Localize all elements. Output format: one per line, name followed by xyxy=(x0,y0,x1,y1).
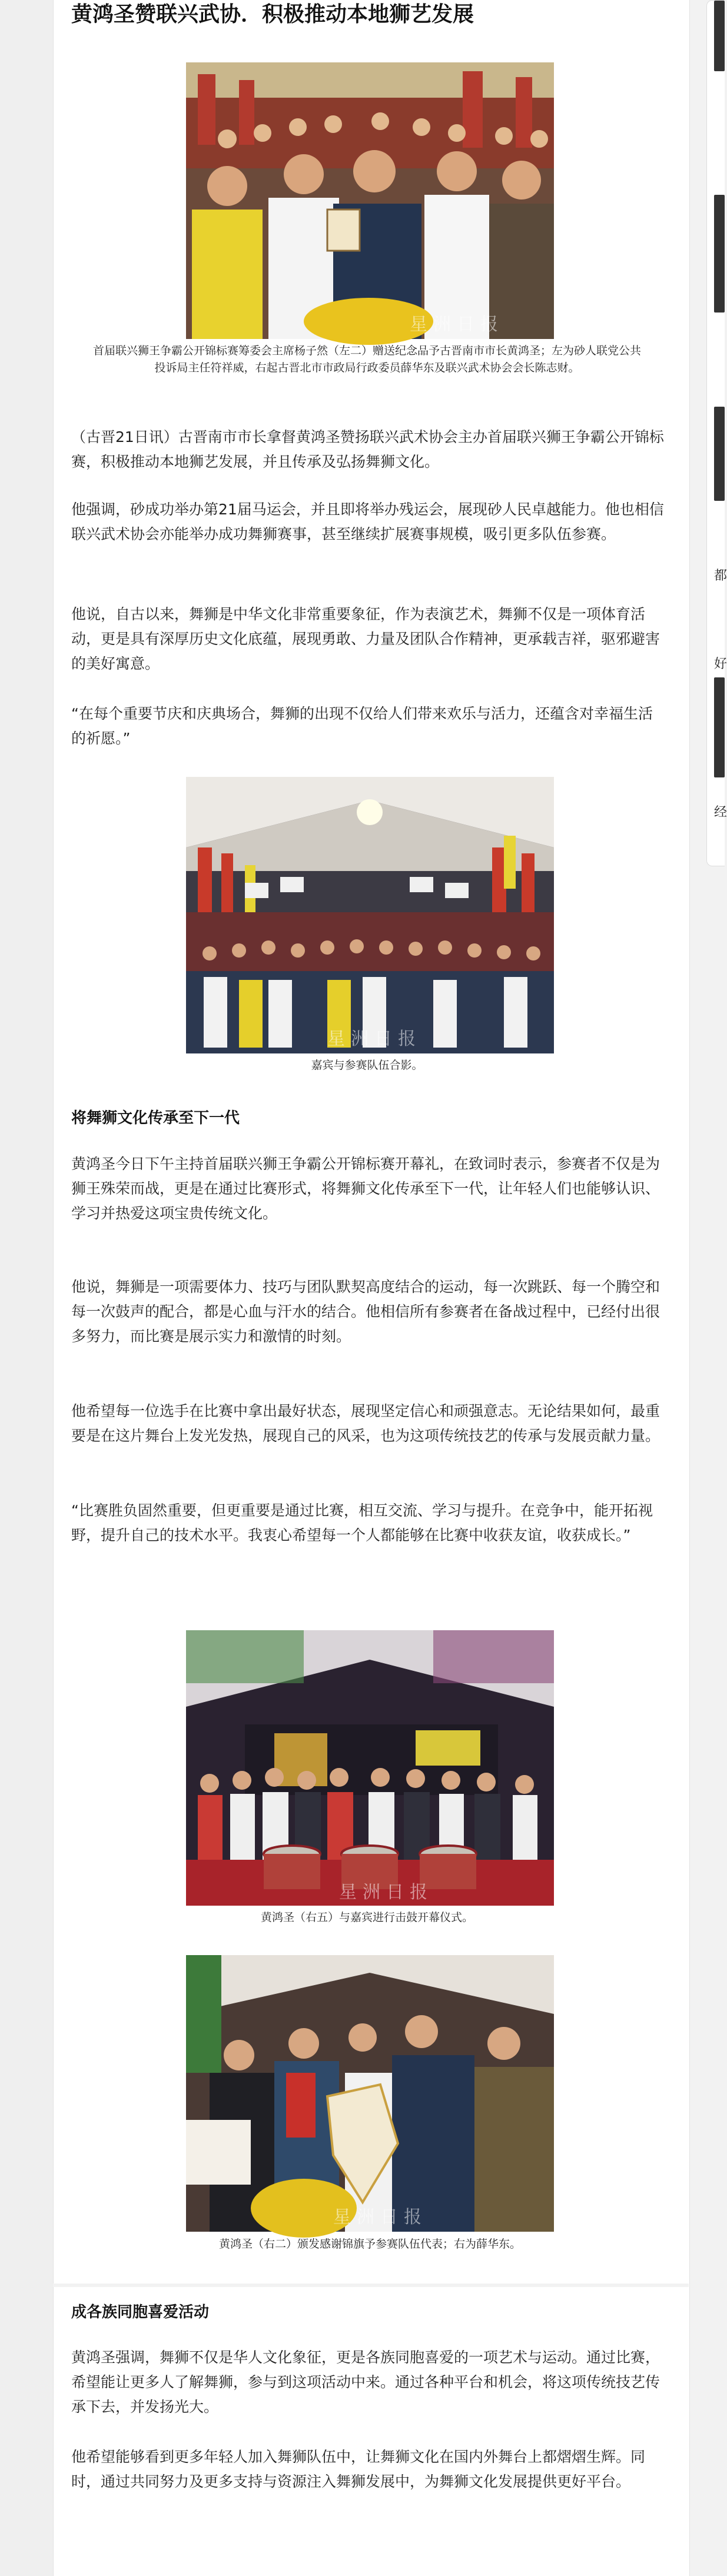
article-photo-presentation xyxy=(186,62,554,339)
sidebar-text: 都 xyxy=(714,569,727,583)
sidebar-card[interactable] xyxy=(706,0,725,866)
photo-watermark: 星洲日报 xyxy=(339,1882,433,1903)
photo-watermark: 星洲日报 xyxy=(410,314,504,335)
article-paragraph: 他强调，砂成功举办第21届马运会，并且即将举办残运会，展现砂人民卓越能力。他也相信联兴武术协会亦能举办成功舞狮赛事，甚至继续扩展赛事规模，吸引更多队伍参赛。 xyxy=(71,501,664,543)
sidebar-thumbnail xyxy=(714,677,725,777)
sidebar-thumbnail xyxy=(714,195,725,313)
section-heading: 成各族同胞喜爱活动 xyxy=(71,2304,210,2321)
article-paragraph: 他说，自古以来，舞狮是中华文化非常重要象征，作为表演艺术，舞狮不仅是一项体育活动，更是具有深厚历史文化底蕴，展现勇敢、力量及团队合作精神，更承载吉祥，驱邪避害的美好寓意。 xyxy=(71,606,660,672)
article-container-lower xyxy=(53,2287,690,2576)
sidebar-thumbnail xyxy=(714,407,725,501)
sidebar-thumbnail xyxy=(714,1,725,71)
article-paragraph: “在每个重要节庆和庆典场合，舞狮的出现不仅给人们带来欢乐与活力，还蕴含对幸福生活的祈愿。” xyxy=(71,705,653,747)
article-paragraph: 黄鸿圣今日下午主持首届联兴狮王争霸公开锦标赛开幕礼，在致词时表示，参赛者不仅是为狮王殊荣而战，更是在通过比赛形式，将舞狮文化传承至下一代，让年轻人们也能够认识、学习并热爱这项宝贵传统文化。 xyxy=(71,1155,660,1222)
photo-watermark: 星洲日报 xyxy=(333,2207,427,2228)
article-paragraph: 他希望每一位选手在比赛中拿出最好状态，展现坚定信心和顽强意志。无论结果如何，最重要是在这片舞台上发光发热，展现自己的风采，也为这项传统技艺的传承与发展贡献力量。 xyxy=(71,1402,660,1444)
article-photo-drum-ceremony xyxy=(186,1630,554,1906)
article-paragraph: “比赛胜负固然重要，但更重要是通过比赛，相互交流、学习与提升。在竞争中，能开拓视野，提升自己的技术水平。我衷心希望每一个人都能够在比赛中收获友谊，收获成长。” xyxy=(71,1502,653,1544)
photo-caption: 黄鸿圣（右二）颁发感谢锦旗予参赛队伍代表；右为薛华东。 xyxy=(218,2238,521,2251)
article-title: 黄鸿圣赞联兴武协．积极推动本地狮艺发展 xyxy=(71,2,474,26)
article-paragraph: 黄鸿圣强调，舞狮不仅是华人文化象征，更是各族同胞喜爱的一项艺术与运动。通过比赛，希望能让更多人了解舞狮，参与到这项活动中来。通过各种平台和机会，将这项传统技艺传承下去，并发扬光大。 xyxy=(71,2349,660,2415)
photo-watermark: 星洲日报 xyxy=(327,1029,421,1049)
section-heading: 将舞狮文化传承至下一代 xyxy=(71,1109,240,1127)
article-container xyxy=(53,0,690,2576)
page-gutter-left xyxy=(0,0,53,2576)
article-paragraph: 他希望能够看到更多年轻人加入舞狮队伍中，让舞狮文化在国内外舞台上都熠熠生辉。同时，通过共同努力及更多支持与资源注入舞狮发展中，为舞狮文化发展提供更好平台。 xyxy=(71,2448,646,2490)
photo-caption: 嘉宾与参赛队伍合影。 xyxy=(311,1059,423,1072)
sidebar-text: 经 xyxy=(714,805,727,820)
photo-caption: 首届联兴狮王争霸公开锦标赛筹委会主席杨子然（左二）赠送纪念品予古晋南市市长黄鸿圣；左为砂人联党公共投诉局主任符祥威，右起古晋北市市政局行政委员薛华东及联兴武术协会会长陈志财。 xyxy=(92,344,641,374)
article-photo-group xyxy=(186,777,554,1053)
sidebar-text: 好 xyxy=(714,657,727,672)
article-photo-pennant xyxy=(186,1955,554,2232)
article-paragraph: 他说，舞狮是一项需要体力、技巧与团队默契高度结合的运动，每一次跳跃、每一个腾空和每一次鼓声的配合，都是心血与汗水的结合。他相信所有参赛者在备战过程中，已经付出很多努力，而比赛是展示实力和激情的时刻。 xyxy=(71,1278,660,1345)
article-paragraph: （古晋21日讯）古晋南市市长拿督黄鸿圣赞扬联兴武术协会主办首届联兴狮王争霸公开锦标赛，积极推动本地狮艺发展，并且传承及弘扬舞狮文化。 xyxy=(71,428,664,470)
section-divider xyxy=(53,2284,689,2287)
photo-caption: 黄鸿圣（右五）与嘉宾进行击鼓开幕仪式。 xyxy=(260,1911,473,1924)
